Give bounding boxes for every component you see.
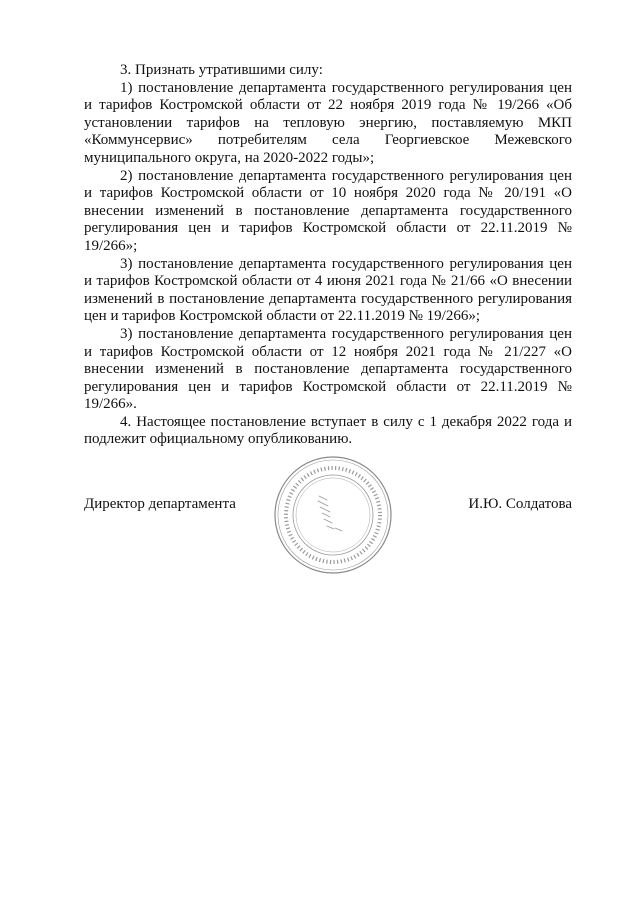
clause-3-item-3a: 3) постановление департамента государственного регулирования цен и тарифов Костромской области от 4 июня 2021 года № 21/66 «О внесении изменений в постановление департамента государственного регулирования цен и тарифов Костромской области от 22.11.2019 № 19/266»; (84, 255, 572, 325)
signatory-name: И.Ю. Солдатова (468, 496, 572, 512)
document-body (84, 62, 572, 449)
clause-3-item-1: 1) постановление департамента государственного регулирования цен и тарифов Костромской области от 22 ноября 2019 года № 19/266 «Об установлении тарифов на тепловую энергию, поставляемую МКП «Коммунсервис» потребителям села Георгиевское Межевского муниципального округа, на 2020-2022 годы»; (84, 79, 572, 166)
clause-3-heading: 3. Признать утратившими силу: (120, 62, 323, 78)
clause-4: 4. Настоящее постановление вступает в силу с 1 декабря 2022 года и подлежит официальному опубликованию. (84, 413, 572, 448)
clause-3-item-2: 2) постановление департамента государственного регулирования цен и тарифов Костромской области от 10 ноября 2020 года № 20/191 «О внесении изменений в постановление департамента государственного регулирования цен и тарифов Костромской области от 22.11.2019 № 19/266»; (84, 167, 572, 254)
official-seal-stamp (272, 454, 394, 576)
clause-3-item-3b: 3) постановление департамента государственного регулирования цен и тарифов Костромской области от 12 ноября 2021 года № 21/227 «О внесении изменений в постановление департамента государственного регулирования цен и тарифов Костромской области от 22.11.2019 № 19/266». (84, 325, 572, 413)
signatory-position: Директор департамента (84, 496, 236, 512)
